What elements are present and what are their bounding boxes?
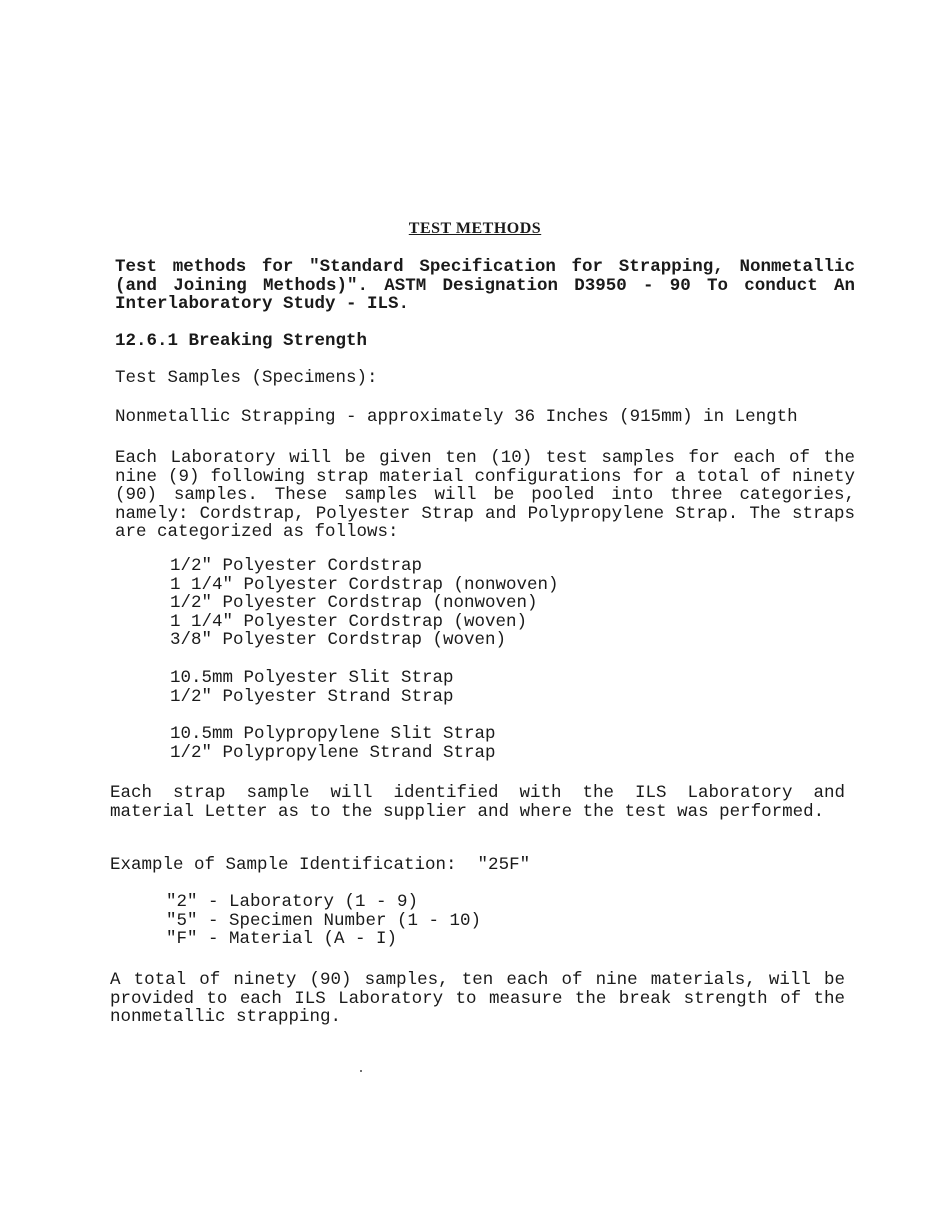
- scan-speck: [360, 1070, 362, 1072]
- list-item: 3/8" Polyester Cordstrap (woven): [170, 630, 507, 650]
- intro-paragraph: Test methods for "Standard Specification for Strapping, Nonmetallic (and Joining Methods)". ASTM Designation D3950 - 90 To conduct An Interlaboratory Study - ILS.: [115, 257, 855, 314]
- list-item: "F" - Material (A - I): [166, 929, 398, 949]
- example-list: [166, 893, 481, 949]
- summary-paragraph: A total of ninety (90) samples, ten each of nine materials, will be provided to each ILS Laboratory to measure the break strength of the nonmetallic strapping.: [110, 970, 845, 1027]
- list-item: 10.5mm Polyester Slit Strap: [170, 668, 454, 688]
- cordstrap-list: [170, 557, 559, 650]
- list-item: 1/2" Polyester Cordstrap (nonwoven): [170, 593, 538, 613]
- list-item: 1/2" Polypropylene Strand Strap: [170, 742, 496, 763]
- list-item: "5" - Specimen Number (1 - 10): [166, 910, 482, 931]
- length-line: Nonmetallic Strapping - approximately 36 Inches (915mm) in Length: [115, 407, 798, 427]
- list-item: 1 1/4" Polyester Cordstrap (nonwoven): [170, 574, 559, 595]
- list-item: 10.5mm Polypropylene Slit Strap: [170, 724, 496, 744]
- samples-label: Test Samples (Specimens):: [115, 368, 378, 388]
- section-heading: 12.6.1 Breaking Strength: [115, 331, 368, 351]
- example-line: Example of Sample Identification: "25F": [110, 855, 531, 875]
- identification-paragraph: Each strap sample will identified with the ILS Laboratory and material Letter as to the supplier and where the test was performed.: [110, 783, 845, 822]
- configurations-paragraph: Each Laboratory will be given ten (10) test samples for each of the nine (9) following strap material configurations for a total of ninety (90) samples. These samples will be pooled into three categories, namely: Cordstrap, Polyester Strap and Polypropylene Strap. The straps are categorized as follows:: [115, 448, 855, 542]
- list-item: 1/2" Polyester Cordstrap: [170, 556, 423, 576]
- polypropylene-list: [170, 725, 496, 762]
- list-item: 1/2" Polyester Strand Strap: [170, 686, 454, 707]
- list-item: 1 1/4" Polyester Cordstrap (woven): [170, 611, 528, 632]
- polyester-list: [170, 669, 454, 706]
- page-title: TEST METHODS: [408, 220, 542, 237]
- list-item: "2" - Laboratory (1 - 9): [166, 892, 419, 912]
